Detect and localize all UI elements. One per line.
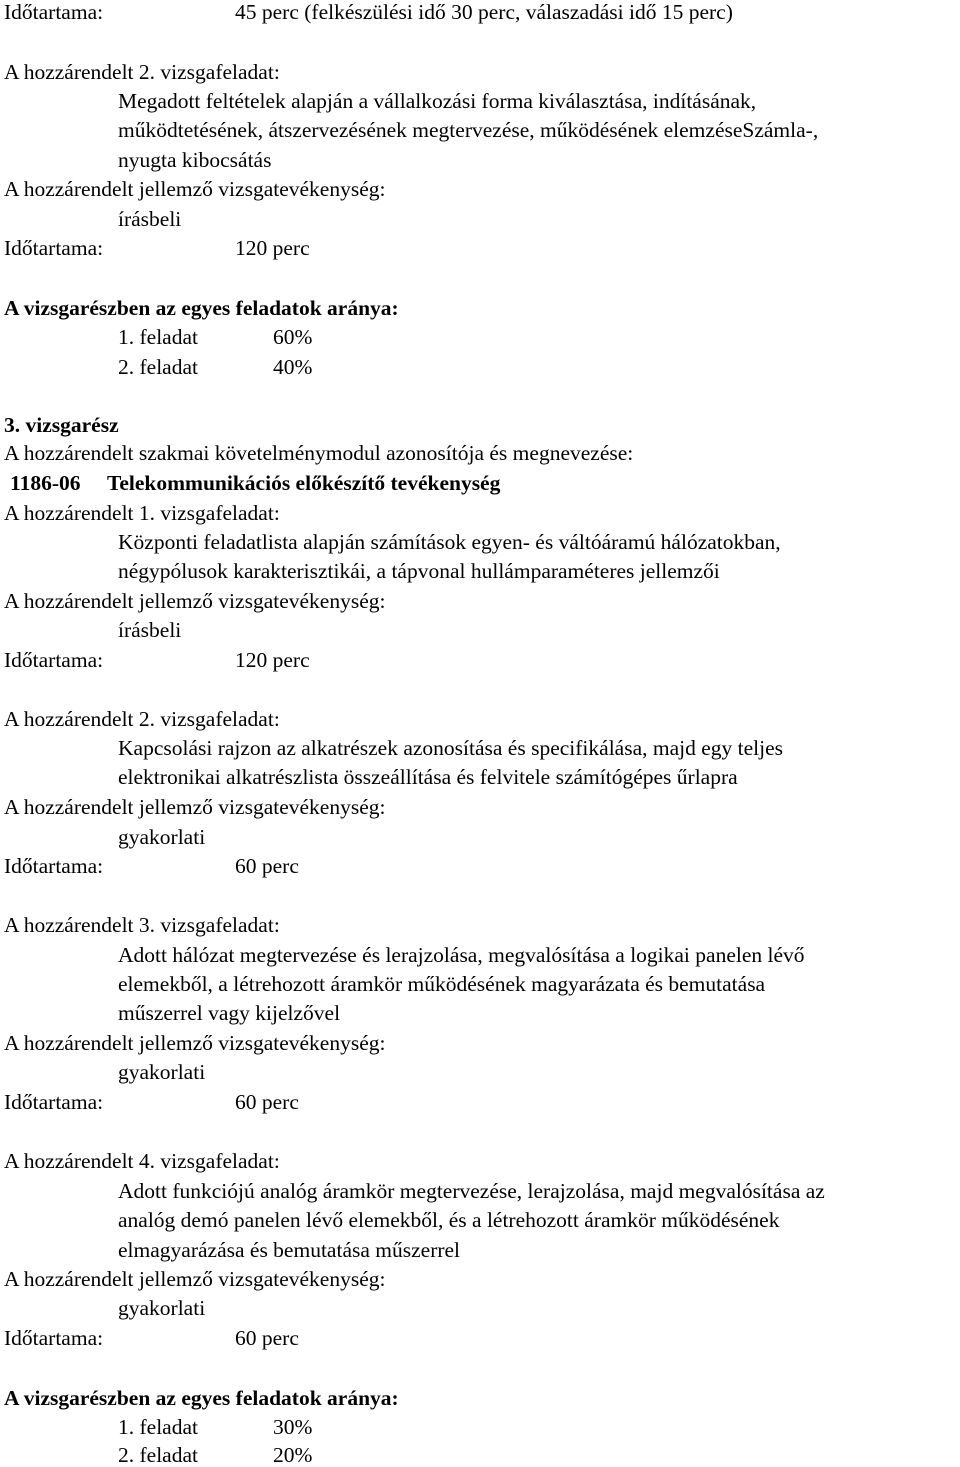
task-description-line: analóg demó panelen lévő elemekből, és a létrehozott áramkör működésének — [118, 1208, 780, 1232]
activity-label: A hozzárendelt jellemző vizsgatevékenység: — [4, 1031, 386, 1055]
ratio-item-label: 1. feladat — [118, 325, 198, 349]
duration-value: 60 perc — [235, 1090, 299, 1114]
activity-value: írásbeli — [118, 207, 182, 231]
task-heading: A hozzárendelt 2. vizsgafeladat: — [4, 707, 280, 731]
task-description-line: nyugta kibocsátás — [118, 148, 272, 172]
activity-label: A hozzárendelt jellemző vizsgatevékenység: — [4, 177, 386, 201]
ratio-item-label: 1. feladat — [118, 1415, 198, 1439]
ratio-item-value: 30% — [273, 1415, 313, 1439]
section-title: 3. vizsgarész — [4, 413, 119, 437]
module-label: A hozzárendelt szakmai követelménymodul azonosítója és megnevezése: — [4, 441, 634, 465]
task-description-line: elektronikai alkatrészlista összeállítása és felvitele számítógépes űrlapra — [118, 765, 738, 789]
task-heading: A hozzárendelt 2. vizsgafeladat: — [4, 60, 280, 84]
duration-label: Időtartama: — [4, 236, 104, 260]
duration-value: 60 perc — [235, 1326, 299, 1350]
task-description-line: Adott hálózat megtervezése és lerajzolása, megvalósítása a logikai panelen lévő — [118, 943, 805, 967]
ratio-item-value: 60% — [273, 325, 313, 349]
ratio-item-label: 2. feladat — [118, 1443, 198, 1467]
task-heading: A hozzárendelt 1. vizsgafeladat: — [4, 501, 280, 525]
duration-label: Időtartama: — [4, 854, 104, 878]
activity-label: A hozzárendelt jellemző vizsgatevékenység: — [4, 1267, 386, 1291]
activity-label: A hozzárendelt jellemző vizsgatevékenység: — [4, 795, 386, 819]
duration-value: 120 perc — [235, 648, 310, 672]
task-heading: A hozzárendelt 3. vizsgafeladat: — [4, 913, 280, 937]
duration-label: Időtartama: — [4, 0, 104, 24]
module-name: Telekommunikációs előkészítő tevékenység — [107, 471, 501, 495]
duration-value: 60 perc — [235, 854, 299, 878]
ratio-item-value: 20% — [273, 1443, 313, 1467]
activity-label: A hozzárendelt jellemző vizsgatevékenység: — [4, 589, 386, 613]
ratio-title: A vizsgarészben az egyes feladatok aránya: — [4, 1386, 399, 1410]
task-description-line: négypólusok karakterisztikái, a tápvonal hullámparaméteres jellemzői — [118, 559, 720, 583]
activity-value: gyakorlati — [118, 825, 206, 849]
task-description-line: Megadott feltételek alapján a vállalkozási forma kiválasztása, indításának, — [118, 89, 757, 113]
task-description-line: Kapcsolási rajzon az alkatrészek azonosítása és specifikálása, majd egy teljes — [118, 736, 784, 760]
task-description-line: elmagyarázása és bemutatása műszerrel — [118, 1238, 461, 1262]
task-description-line: Központi feladatlista alapján számítások egyen- és váltóáramú hálózatokban, — [118, 530, 781, 554]
task-description-line: elemekből, a létrehozott áramkör működésének magyarázata és bemutatása — [118, 972, 766, 996]
task-description-line: működtetésének, átszervezésének megtervezése, működésének elemzéseSzámla-, — [118, 118, 819, 142]
ratio-item-value: 40% — [273, 355, 313, 379]
ratio-item-label: 2. feladat — [118, 355, 198, 379]
module-code: 1186-06 — [10, 471, 81, 495]
activity-value: írásbeli — [118, 618, 182, 642]
duration-label: Időtartama: — [4, 1090, 104, 1114]
duration-value: 120 perc — [235, 236, 310, 260]
activity-value: gyakorlati — [118, 1296, 206, 1320]
duration-label: Időtartama: — [4, 648, 104, 672]
duration-value: 45 perc (felkészülési idő 30 perc, válaszadási idő 15 perc) — [235, 0, 733, 24]
ratio-title: A vizsgarészben az egyes feladatok aránya: — [4, 296, 399, 320]
activity-value: gyakorlati — [118, 1060, 206, 1084]
task-description-line: Adott funkciójú analóg áramkör megtervezése, lerajzolása, majd megvalósítása az — [118, 1179, 825, 1203]
task-heading: A hozzárendelt 4. vizsgafeladat: — [4, 1149, 280, 1173]
duration-label: Időtartama: — [4, 1326, 104, 1350]
task-description-line: műszerrel vagy kijelzővel — [118, 1001, 341, 1025]
